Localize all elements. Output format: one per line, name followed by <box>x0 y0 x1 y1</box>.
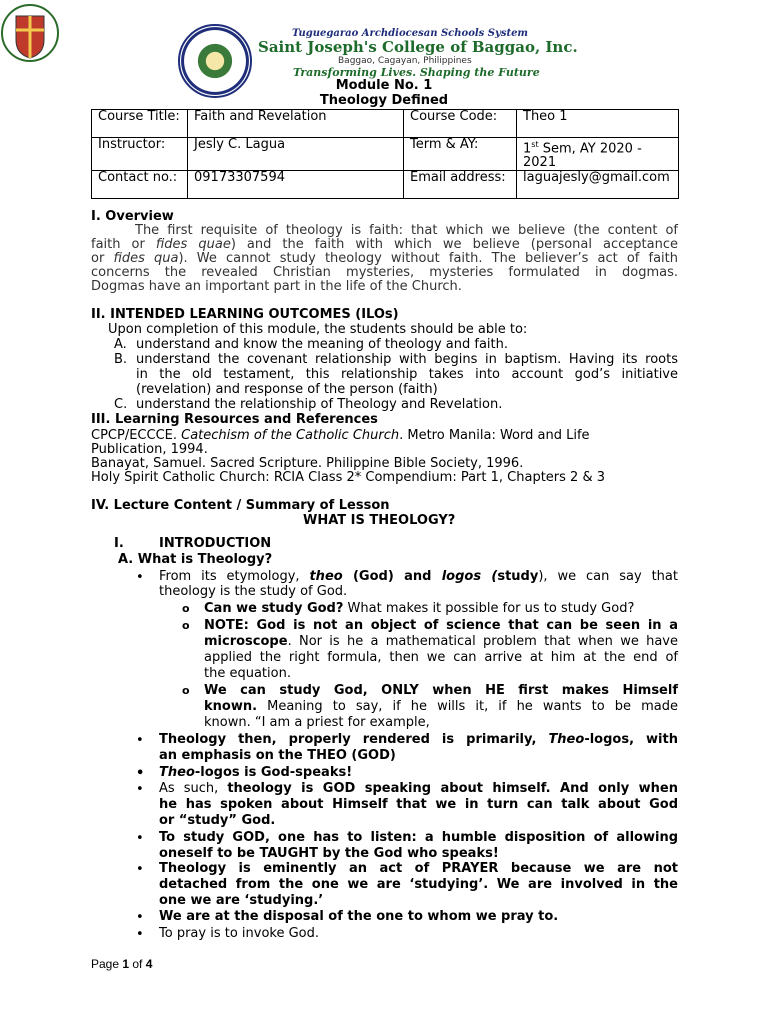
bullet-5-line-2: oneself to be TAUGHT by the God who speaks! <box>159 846 499 861</box>
ilo-intro: Upon completion of this module, the students should be able to: <box>108 322 528 337</box>
contact-label: Contact no.: <box>92 171 188 199</box>
reference-3: Holy Spirit Catholic Church: RCIA Class 2* Compendium: Part 1, Chapters 2 & 3 <box>91 470 605 485</box>
overview-line-4: concerns the revealed Christian mysteries, mysteries formulated in dogmas. <box>91 265 678 280</box>
bullet-8: To pray is to invoke God. <box>159 926 320 941</box>
term-label: Term & AY: <box>404 138 517 171</box>
module-title: Theology Defined <box>319 93 449 108</box>
bullet-marker: • <box>136 862 144 877</box>
section-number: I. <box>114 536 124 551</box>
reference-2: Banayat, Samuel. Sacred Scripture. Philippine Bible Society, 1996. <box>91 456 524 471</box>
section-title: INTRODUCTION <box>159 536 272 551</box>
bullet-5-line-1: To study GOD, one has to listen: a humble disposition of allowing <box>159 830 678 845</box>
sub-bullet-2-line-1: NOTE: God is not an object of science that can be seen in a <box>204 618 678 633</box>
school-tagline: Transforming Lives. Shaping the Future <box>293 66 540 79</box>
school-name: Saint Joseph's College of Baggao, Inc. <box>258 38 578 56</box>
page-number: Page 1 of 4 <box>91 957 153 971</box>
course-info-table <box>91 109 679 199</box>
module-number: Module No. 1 <box>335 78 433 93</box>
bullet-4-line-2: he has spoken about Himself that we in turn can talk about God <box>159 797 678 812</box>
sub-bullet-marker: o <box>182 684 190 697</box>
email-label: Email address: <box>404 171 517 199</box>
course-title-value: Faith and Revelation <box>188 110 404 138</box>
bullet-marker: • <box>136 831 144 846</box>
overview-line-5: Dogmas have an important part in the life of the Church. <box>91 279 462 294</box>
sub-bullet-2-line-3: applied the right formula, then we can arrive at him at the end of <box>204 650 678 665</box>
ilo-b-line-3: (revelation) and response of the person (faith) <box>136 382 438 397</box>
school-address: Baggao, Cagayan, Philippines <box>338 56 472 66</box>
ilo-b-marker: B. <box>114 352 128 367</box>
bullet-4-line-3: or “study” God. <box>159 813 276 828</box>
instructor-label: Instructor: <box>92 138 188 171</box>
sub-bullet-marker: o <box>182 619 190 632</box>
bullet-marker: • <box>136 910 144 925</box>
ilo-c-text: understand the relationship of Theology and Revelation. <box>136 397 503 412</box>
sub-bullet-3-line-1: We can study God, ONLY when HE first makes Himself <box>204 683 678 698</box>
ilo-a-marker: A. <box>114 337 127 352</box>
ilo-b-line-2: in the old testament, this relationship takes into account god’s initiative <box>136 367 678 382</box>
bullet-marker: • <box>136 733 144 748</box>
bullet-2-line-1: Theology then, properly rendered is primarily, Theo-logos, with <box>159 732 678 747</box>
reference-1-line-2: Publication, 1994. <box>91 442 208 457</box>
ilo-c-marker: C. <box>114 397 128 412</box>
course-code-value: Theo 1 <box>517 110 679 138</box>
bullet-1-line-2: theology is the study of God. <box>159 584 348 599</box>
bullet-6-line-1: Theology is eminently an act of PRAYER because we are not <box>159 861 678 876</box>
ilo-b-line-1: understand the covenant relationship with begins in baptism. Having its roots <box>136 352 678 367</box>
lecture-subheading: WHAT IS THEOLOGY? <box>303 513 456 528</box>
overview-line-2: faith or fides quae) and the faith with which we believe (personal acceptance <box>91 237 678 252</box>
course-code-label: Course Code: <box>404 110 517 138</box>
school-system-name: Tuguegarao Archdiocesan Schools System <box>292 28 529 39</box>
lecture-heading: IV. Lecture Content / Summary of Lesson <box>91 498 390 513</box>
bullet-1-line-1: From its etymology, theo (God) and logos (study), we can say that <box>159 569 678 584</box>
reference-1-line-1: CPCP/ECCCE. Catechism of the Catholic Church. Metro Manila: Word and Life <box>91 428 590 443</box>
sub-bullet-marker: o <box>182 602 190 615</box>
bullet-2-line-2: an emphasis on the THEO (GOD) <box>159 748 396 763</box>
email-value: laguajesly@gmail.com <box>517 171 679 199</box>
bullet-4-line-1: As such, theology is GOD speaking about himself. And only when <box>159 781 678 796</box>
term-value: 1st Sem, AY 2020 - 2021 <box>517 138 679 171</box>
bullet-marker: • <box>136 766 145 781</box>
sub-bullet-3-line-3: known. “I am a priest for example, <box>204 715 430 730</box>
bullet-3: Theo-logos is God-speaks! <box>159 765 353 780</box>
contact-value: 09173307594 <box>188 171 404 199</box>
bullet-6-line-2: detached from the one we are ‘studying’. We are involved in the <box>159 877 678 892</box>
bullet-6-line-3: one we are ‘studying.’ <box>159 893 324 908</box>
overview-line-3: or fides qua). We cannot study theology without faith. The believer’s act of faith <box>91 251 678 266</box>
sub-bullet-2-line-4: the equation. <box>204 666 291 681</box>
instructor-value: Jesly C. Lagua <box>188 138 404 171</box>
bullet-7: We are at the disposal of the one to whom we pray to. <box>159 909 559 924</box>
sub-bullet-1: Can we study God? What makes it possible for us to study God? <box>204 601 635 616</box>
overview-heading: I. Overview <box>91 209 174 224</box>
bullet-marker: • <box>136 927 144 942</box>
ilo-heading: II. INTENDED LEARNING OUTCOMES (ILOs) <box>91 307 399 322</box>
course-title-label: Course Title: <box>92 110 188 138</box>
sub-bullet-3-line-2: known. Meaning to say, if he wills it, if he wants to be made <box>204 699 678 714</box>
ilo-a-text: understand and know the meaning of theology and faith. <box>136 337 508 352</box>
overview-line-1: The first requisite of theology is faith: that which we believe (the content of <box>135 223 678 238</box>
resources-heading: III. Learning Resources and References <box>91 412 378 427</box>
bullet-marker: • <box>136 782 144 797</box>
sub-bullet-2-line-2: microscope. Nor is he a mathematical problem that when we have <box>204 634 678 649</box>
archdiocese-crest-logo <box>0 0 60 70</box>
bullet-marker: • <box>136 570 144 585</box>
subsection-a-title: A. What is Theology? <box>118 552 273 567</box>
